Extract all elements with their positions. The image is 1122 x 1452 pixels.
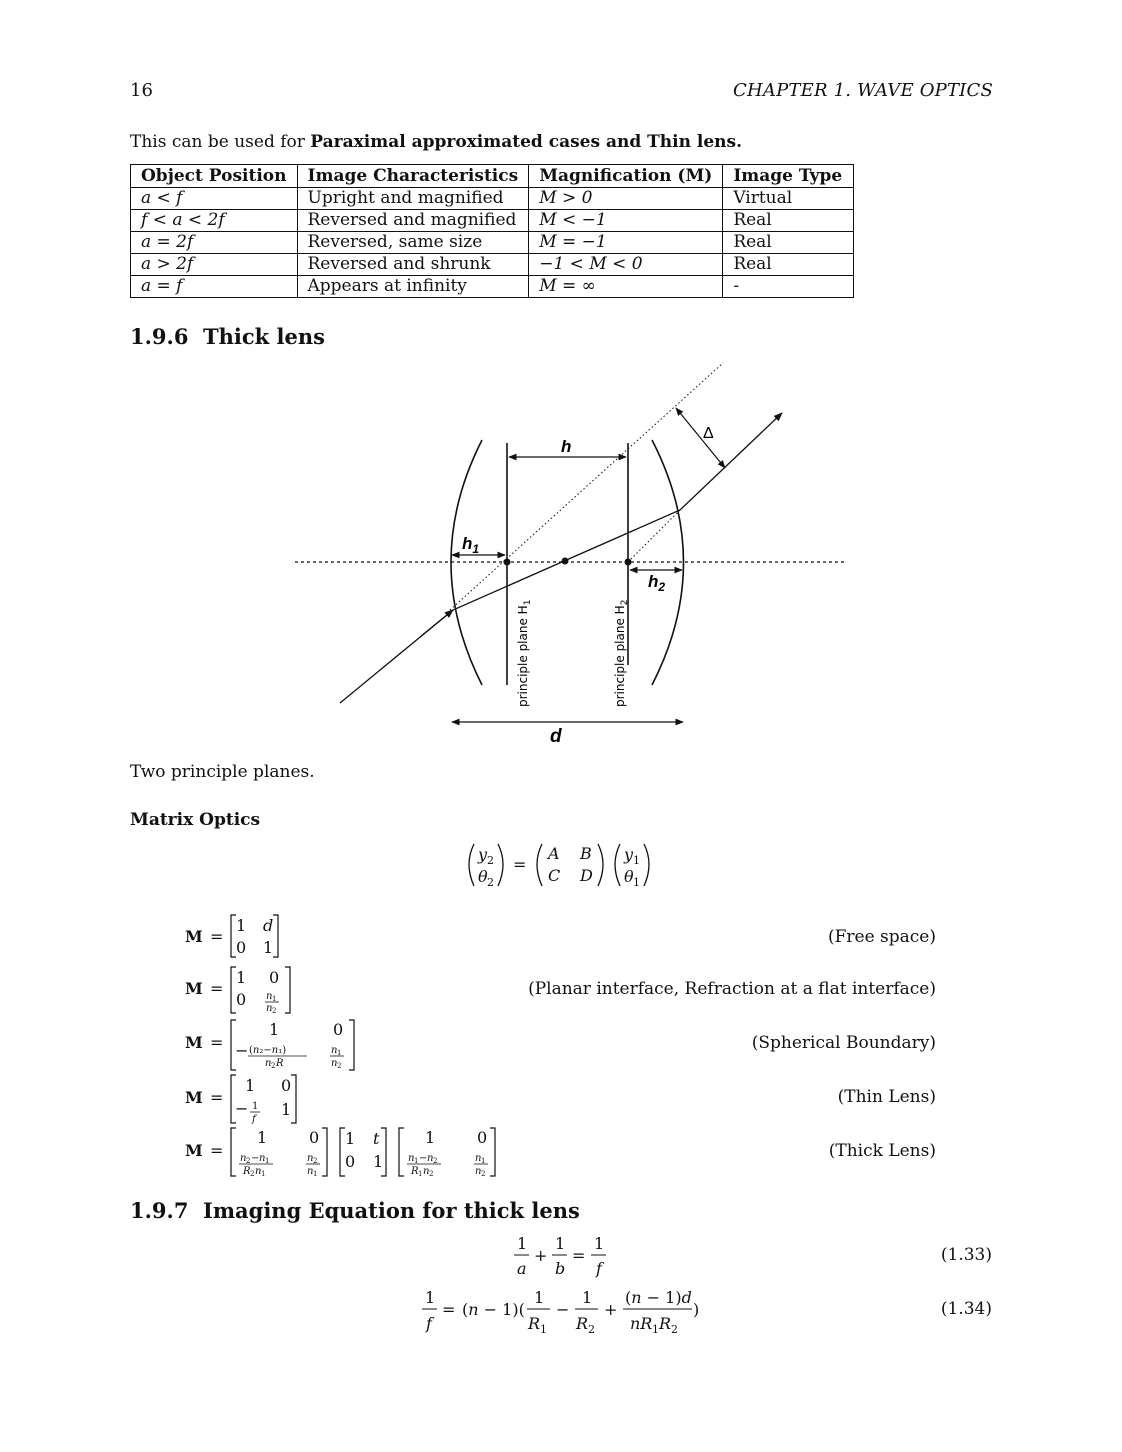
svg-text:C: C bbox=[548, 866, 561, 885]
table-cell: M = ∞ bbox=[529, 276, 723, 298]
svg-text:1: 1 bbox=[281, 1100, 292, 1119]
svg-text:=: = bbox=[442, 1300, 456, 1319]
table-cell: Real bbox=[723, 254, 854, 276]
svg-text:2: 2 bbox=[481, 1170, 486, 1178]
section-heading-imaging-equation bbox=[130, 1198, 580, 1223]
svg-text:R: R bbox=[276, 1058, 284, 1069]
table-cell: M < −1 bbox=[529, 210, 723, 232]
equation-number: (1.33) bbox=[940, 1245, 992, 1265]
table-row bbox=[131, 276, 854, 298]
table-cell: Upright and magnified bbox=[297, 188, 529, 210]
extended-ray bbox=[450, 363, 723, 610]
svg-text:): ) bbox=[693, 1300, 700, 1319]
table-cell: M > 0 bbox=[529, 188, 723, 210]
svg-text:=: = bbox=[210, 1033, 224, 1052]
svg-text:(n − 1)(: (n − 1)( bbox=[462, 1300, 525, 1319]
table-cell: Real bbox=[723, 232, 854, 254]
label-h: h bbox=[561, 437, 572, 456]
svg-text:2: 2 bbox=[487, 854, 494, 867]
node-point-1 bbox=[504, 559, 511, 566]
svg-text:1: 1 bbox=[345, 1129, 356, 1148]
matrix-spherical-boundary bbox=[185, 1018, 365, 1072]
svg-text:0: 0 bbox=[269, 968, 280, 987]
svg-text:1: 1 bbox=[313, 1170, 318, 1178]
svg-text:2: 2 bbox=[313, 1157, 318, 1165]
matrix-label-thick-lens: (Thick Lens) bbox=[828, 1141, 936, 1161]
svg-text:1: 1 bbox=[594, 1234, 605, 1253]
svg-text:n: n bbox=[266, 1003, 273, 1014]
svg-text:1: 1 bbox=[236, 916, 247, 935]
svg-text:1: 1 bbox=[263, 938, 274, 957]
svg-text:1: 1 bbox=[269, 1020, 280, 1039]
svg-text:2: 2 bbox=[246, 1157, 251, 1165]
paragraph-heading-matrix-optics: Matrix Optics bbox=[130, 810, 261, 830]
table-row bbox=[131, 232, 854, 254]
svg-text:(n₂−n₁): (n₂−n₁) bbox=[249, 1045, 287, 1056]
svg-text:1: 1 bbox=[652, 1323, 659, 1336]
svg-text:n: n bbox=[307, 1153, 314, 1164]
svg-text:M: M bbox=[185, 1088, 203, 1107]
svg-text:=: = bbox=[210, 1088, 224, 1107]
svg-text:R: R bbox=[528, 1314, 541, 1333]
svg-text:−: − bbox=[556, 1300, 570, 1319]
intro-text bbox=[130, 132, 742, 152]
svg-text:2: 2 bbox=[588, 1323, 595, 1336]
table-cell: a = f bbox=[131, 276, 298, 298]
svg-text:1: 1 bbox=[517, 1234, 528, 1253]
svg-text:1: 1 bbox=[633, 854, 640, 867]
svg-text:M: M bbox=[185, 927, 203, 946]
svg-text:D: D bbox=[580, 866, 593, 885]
svg-text:R: R bbox=[243, 1166, 251, 1177]
equation-number: (1.34) bbox=[940, 1299, 992, 1319]
svg-text:−: − bbox=[235, 1099, 249, 1118]
intro-prefix: This can be used for bbox=[130, 132, 311, 152]
matrix-thick-lens bbox=[185, 1126, 505, 1178]
svg-text:=: = bbox=[513, 855, 527, 874]
svg-text:θ: θ bbox=[478, 867, 488, 886]
table-cell: - bbox=[723, 276, 854, 298]
svg-text:1: 1 bbox=[252, 1101, 259, 1112]
table-header: Object Position bbox=[131, 165, 298, 188]
matrix-label-planar-interface: (Planar interface, Refraction at a flat interface) bbox=[528, 979, 936, 999]
extended-ray-segment bbox=[628, 510, 680, 562]
lens-table bbox=[130, 164, 854, 298]
svg-text:n: n bbox=[255, 1166, 262, 1177]
svg-text:n: n bbox=[307, 1166, 314, 1177]
node-point-2 bbox=[625, 559, 632, 566]
svg-text:f: f bbox=[596, 1259, 602, 1278]
page-number: 16 bbox=[130, 80, 153, 101]
svg-text:+: + bbox=[534, 1246, 548, 1265]
table-header: Image Characteristics bbox=[297, 165, 529, 188]
svg-text:A: A bbox=[548, 844, 560, 863]
chapter-title: CHAPTER 1. WAVE OPTICS bbox=[733, 80, 993, 101]
matrix-planar-interface bbox=[185, 965, 305, 1015]
svg-text:=: = bbox=[210, 979, 224, 998]
svg-text:n: n bbox=[259, 1153, 266, 1164]
svg-text:0: 0 bbox=[477, 1128, 488, 1147]
svg-text:1: 1 bbox=[245, 1076, 256, 1095]
svg-text:2: 2 bbox=[272, 1007, 277, 1015]
center-point bbox=[562, 558, 569, 565]
svg-text:0: 0 bbox=[309, 1128, 320, 1147]
svg-text:R: R bbox=[659, 1314, 672, 1333]
svg-text:n: n bbox=[423, 1166, 430, 1177]
table-cell: M = −1 bbox=[529, 232, 723, 254]
matrix-label-free-space: (Free space) bbox=[827, 927, 936, 947]
svg-text:1: 1 bbox=[373, 1152, 384, 1171]
svg-text:n: n bbox=[475, 1153, 482, 1164]
table-cell: Real bbox=[723, 210, 854, 232]
table-header: Image Type bbox=[723, 165, 854, 188]
matrix-label-thin-lens: (Thin Lens) bbox=[837, 1087, 936, 1107]
svg-text:n: n bbox=[266, 991, 273, 1002]
svg-text:=: = bbox=[210, 927, 224, 946]
svg-text:1: 1 bbox=[236, 968, 247, 987]
svg-text:1: 1 bbox=[414, 1157, 419, 1165]
label-d: d bbox=[550, 726, 562, 747]
label-h2: $h_2$ bbox=[648, 572, 666, 594]
svg-text:M: M bbox=[185, 1033, 203, 1052]
equation-lens-formula bbox=[512, 1232, 612, 1282]
svg-text:1: 1 bbox=[418, 1170, 423, 1178]
svg-text:2: 2 bbox=[433, 1157, 438, 1165]
intro-bold: Paraximal approximated cases and Thin lens. bbox=[310, 132, 743, 152]
svg-text:n: n bbox=[265, 1058, 272, 1069]
svg-text:B: B bbox=[580, 844, 592, 863]
table-cell: a > 2f bbox=[131, 254, 298, 276]
table-header: Magnification (M) bbox=[529, 165, 723, 188]
svg-text:n: n bbox=[331, 1058, 338, 1069]
ray-arrow-in bbox=[420, 610, 453, 637]
svg-text:=: = bbox=[572, 1246, 586, 1265]
table-header-row bbox=[131, 165, 854, 188]
section-number: 1.9.6 bbox=[130, 324, 189, 349]
label-h1: $h_1$ bbox=[462, 534, 480, 556]
svg-text:(n − 1)d: (n − 1)d bbox=[625, 1288, 692, 1307]
table-cell: a = 2f bbox=[131, 232, 298, 254]
svg-text:2: 2 bbox=[337, 1062, 342, 1070]
svg-text:1: 1 bbox=[555, 1234, 566, 1253]
thick-lens-diagram bbox=[290, 355, 850, 755]
svg-text:0: 0 bbox=[236, 990, 247, 1009]
svg-text:1: 1 bbox=[481, 1157, 486, 1165]
svg-text:1: 1 bbox=[265, 1157, 270, 1165]
section-heading-thick-lens bbox=[130, 324, 325, 349]
svg-text:1: 1 bbox=[257, 1128, 268, 1147]
svg-text:0: 0 bbox=[345, 1152, 356, 1171]
figure-caption: Two principle planes. bbox=[130, 762, 315, 782]
svg-text:b: b bbox=[555, 1259, 566, 1278]
table-cell: Reversed and magnified bbox=[297, 210, 529, 232]
svg-text:n: n bbox=[408, 1153, 415, 1164]
matrix-thin-lens bbox=[185, 1073, 305, 1125]
svg-text:R: R bbox=[411, 1166, 419, 1177]
svg-text:f: f bbox=[426, 1314, 432, 1333]
svg-text:−: − bbox=[419, 1153, 428, 1164]
svg-text:1: 1 bbox=[261, 1170, 266, 1178]
svg-text:θ: θ bbox=[624, 867, 634, 886]
svg-text:+: + bbox=[604, 1300, 618, 1319]
svg-text:1: 1 bbox=[534, 1288, 545, 1307]
matrix-free-space bbox=[185, 913, 295, 959]
svg-text:1: 1 bbox=[633, 876, 640, 889]
delta-dimension bbox=[676, 408, 725, 468]
svg-text:0: 0 bbox=[281, 1076, 292, 1095]
svg-text:y: y bbox=[624, 845, 634, 864]
svg-text:nR: nR bbox=[630, 1314, 653, 1333]
equation-lensmaker bbox=[420, 1286, 710, 1340]
label-principal-plane-2: principle plane $H_2$ bbox=[613, 599, 630, 707]
table-cell: Virtual bbox=[723, 188, 854, 210]
table-row bbox=[131, 254, 854, 276]
svg-text:1: 1 bbox=[272, 995, 277, 1003]
table-cell: a < f bbox=[131, 188, 298, 210]
matrix-label-spherical-boundary: (Spherical Boundary) bbox=[751, 1033, 936, 1053]
svg-text:1: 1 bbox=[582, 1288, 593, 1307]
svg-text:2: 2 bbox=[671, 1323, 678, 1336]
svg-text:1: 1 bbox=[425, 1288, 436, 1307]
svg-text:0: 0 bbox=[236, 938, 247, 957]
svg-text:2: 2 bbox=[250, 1170, 255, 1178]
svg-text:f: f bbox=[252, 1114, 256, 1125]
svg-text:0: 0 bbox=[333, 1020, 344, 1039]
section-number: 1.9.7 bbox=[130, 1198, 189, 1223]
table-cell: Appears at infinity bbox=[297, 276, 529, 298]
svg-text:1: 1 bbox=[425, 1128, 436, 1147]
svg-text:n: n bbox=[331, 1045, 338, 1056]
svg-text:M: M bbox=[185, 979, 203, 998]
table-row bbox=[131, 188, 854, 210]
svg-text:n: n bbox=[240, 1153, 247, 1164]
svg-text:t: t bbox=[373, 1129, 380, 1148]
svg-text:d: d bbox=[263, 916, 274, 935]
svg-text:n: n bbox=[475, 1166, 482, 1177]
table-cell: f < a < 2f bbox=[131, 210, 298, 232]
svg-text:−: − bbox=[251, 1153, 260, 1164]
svg-text:1: 1 bbox=[540, 1323, 547, 1336]
svg-text:a: a bbox=[517, 1259, 527, 1278]
table-cell: Reversed and shrunk bbox=[297, 254, 529, 276]
table-cell: −1 < M < 0 bbox=[529, 254, 723, 276]
section-title: Thick lens bbox=[203, 324, 325, 349]
svg-text:y: y bbox=[478, 845, 488, 864]
ray-transfer-equation bbox=[460, 840, 660, 890]
svg-text:=: = bbox=[210, 1141, 224, 1160]
svg-text:2: 2 bbox=[271, 1062, 276, 1070]
svg-text:2: 2 bbox=[429, 1170, 434, 1178]
svg-text:2: 2 bbox=[487, 876, 494, 889]
table-cell: Reversed, same size bbox=[297, 232, 529, 254]
section-title: Imaging Equation for thick lens bbox=[203, 1198, 580, 1223]
svg-text:n: n bbox=[427, 1153, 434, 1164]
label-principal-plane-1: principle plane $H_1$ bbox=[516, 599, 533, 707]
svg-text:R: R bbox=[576, 1314, 589, 1333]
label-delta: Δ bbox=[703, 425, 714, 442]
table-row bbox=[131, 210, 854, 232]
svg-text:M: M bbox=[185, 1141, 203, 1160]
svg-text:1: 1 bbox=[337, 1049, 342, 1057]
svg-text:−: − bbox=[235, 1041, 249, 1060]
